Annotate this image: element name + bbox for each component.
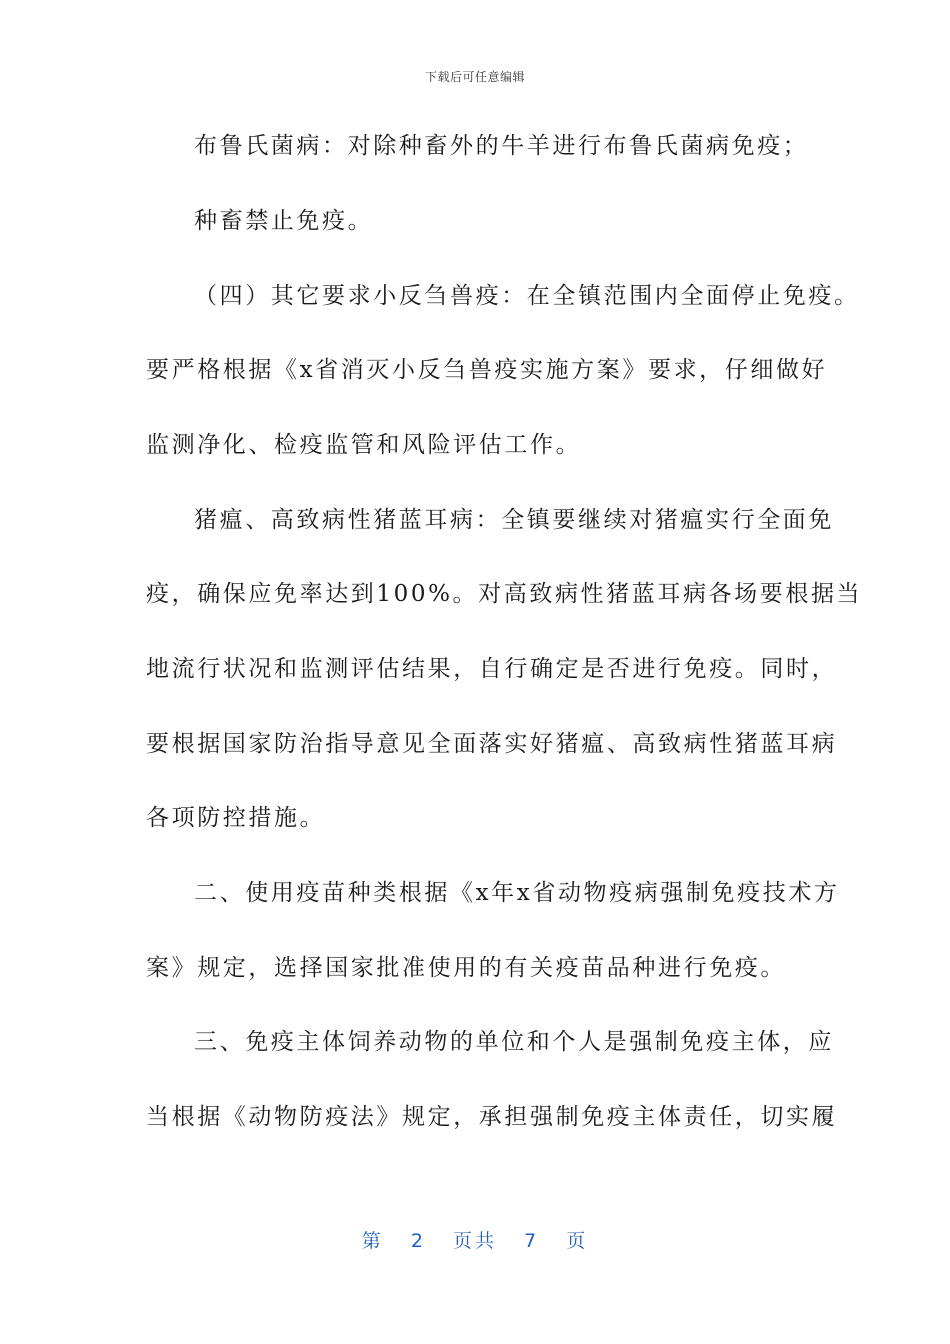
footer-total-pages: 7: [524, 1230, 540, 1252]
body-line: （四）其它要求小反刍兽疫：在全镇范围内全面停止免疫。: [194, 283, 860, 309]
body-line: 地流行状况和监测评估结果，自行确定是否进行免疫。同时，: [146, 656, 838, 682]
footer-prefix: 第: [361, 1230, 384, 1252]
footer-suffix: 页: [566, 1230, 589, 1252]
body-line: 二、使用疫苗种类根据《x年x省动物疫病强制免疫技术方: [194, 880, 840, 906]
body-line: 猪瘟、高致病性猪蓝耳病：全镇要继续对猪瘟实行全面免: [194, 507, 834, 533]
body-line: 案》规定，选择国家批准使用的有关疫苗品种进行免疫。: [146, 955, 786, 981]
footer-middle: 页共: [452, 1230, 497, 1252]
page-footer: [0, 1226, 950, 1253]
body-line: 疫，确保应免率达到100%。对高致病性猪蓝耳病各场要根据当: [146, 581, 863, 607]
body-line: 三、免疫主体饲养动物的单位和个人是强制免疫主体，应: [194, 1029, 834, 1055]
footer-page-number: 2: [410, 1230, 426, 1252]
body-line: 要严格根据《x省消灭小反刍兽疫实施方案》要求，仔细做好: [146, 357, 828, 383]
body-line: 各项防控措施。: [146, 805, 326, 831]
body-line: 要根据国家防治指导意见全面落实好猪瘟、高致病性猪蓝耳病: [146, 731, 838, 757]
body-line: 监测净化、检疫监管和风险评估工作。: [146, 432, 582, 458]
header-note: 下载后可任意编辑: [424, 70, 525, 84]
body-line: 当根据《动物防疫法》规定，承担强制免疫主体责任，切实履: [146, 1104, 838, 1130]
body-line: 种畜禁止免疫。: [194, 208, 374, 234]
body-line: 布鲁氏菌病：对除种畜外的牛羊进行布鲁氏菌病免疫；: [194, 133, 809, 159]
